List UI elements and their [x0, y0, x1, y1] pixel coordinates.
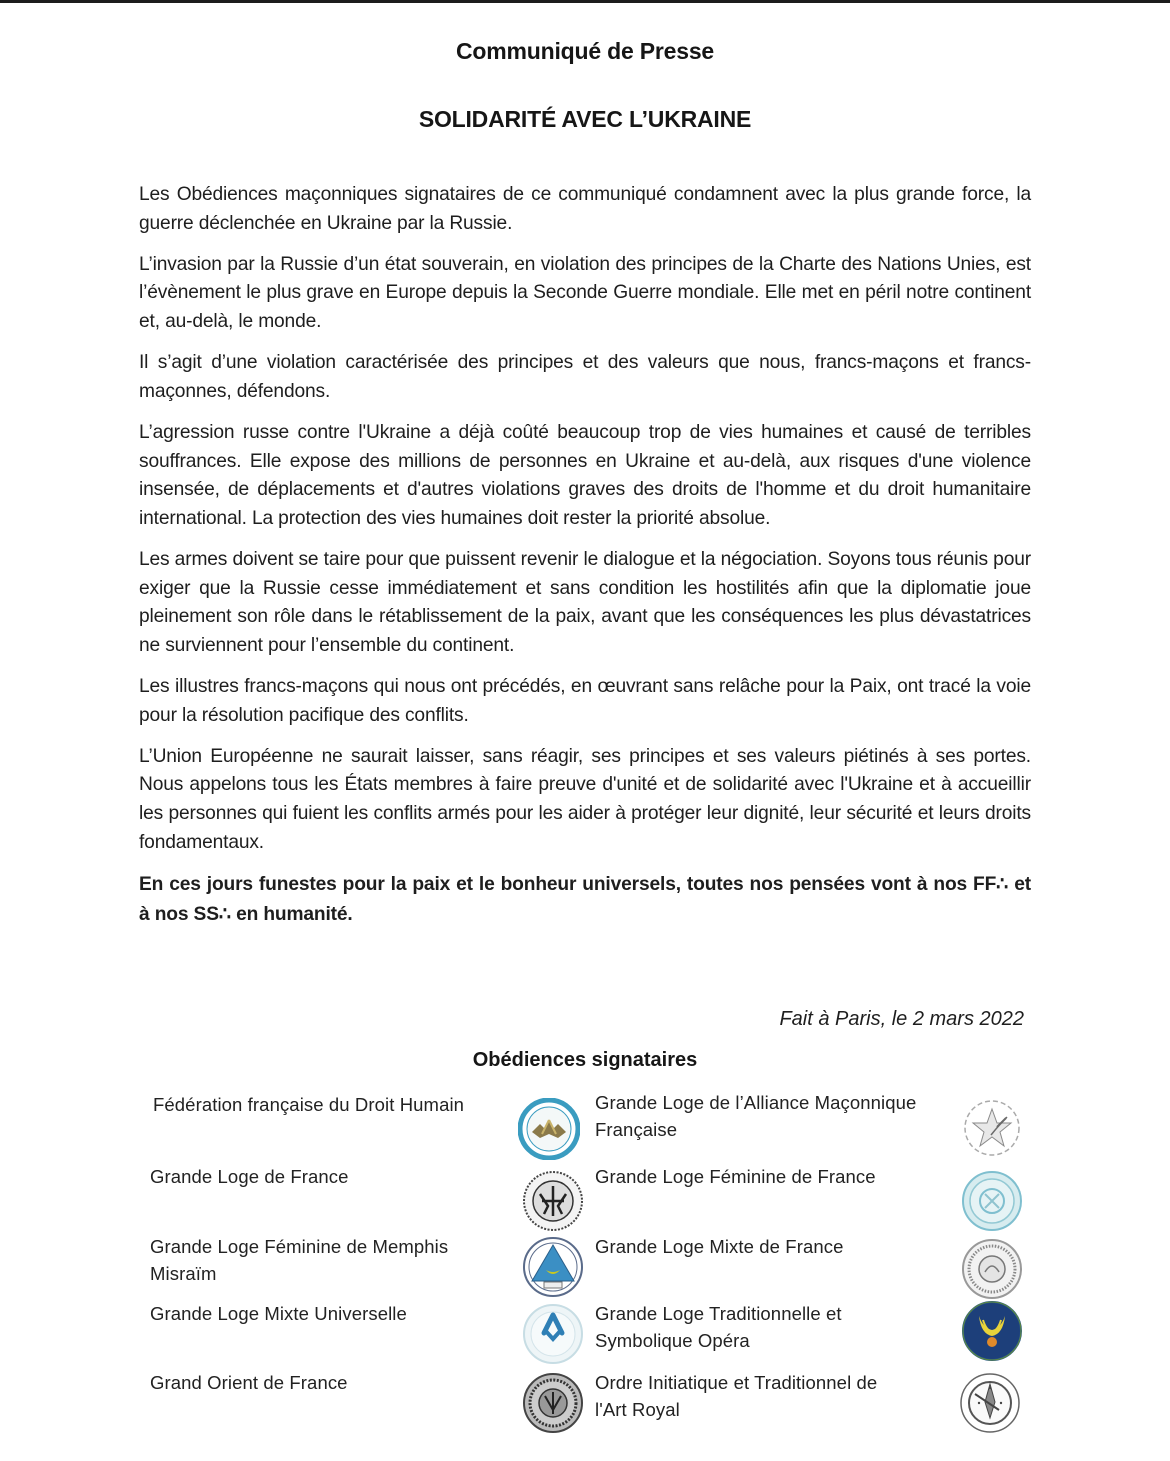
alliance-maconnique-seal-icon — [961, 1097, 1023, 1159]
top-border — [0, 0, 1170, 3]
paragraph: Les armes doivent se taire pour que puissent revenir le dialogue et la négociation. Soyons tous réunis pour exiger que la Russie cesse immédiatement et sans condition les hostilités afin que la diplomatie joue pleinement son rôle dans le rétablissement de la paix, avant que les conséquences les plus dévastatrices ne surviennent pour l’ensemble du continent. — [139, 548, 1031, 657]
signatory-name: Grande Loge Féminine de France — [595, 1166, 876, 1187]
signatory-name: Ordre Initiatique et Traditionnel de l'Art Royal — [595, 1372, 878, 1420]
glts-opera-seal-icon — [961, 1300, 1023, 1362]
signatory-name: Grande Loge Mixte Universelle — [150, 1303, 407, 1324]
grande-loge-de-france-seal-icon — [522, 1170, 584, 1232]
signatory-name: Fédération française du Droit Humain — [153, 1094, 465, 1115]
signatory-name: Grande Loge de l’Alliance Maçonnique Française — [595, 1092, 917, 1140]
mixte-de-france-seal-icon — [961, 1238, 1023, 1300]
document-heading: Communiqué de Presse — [455, 38, 715, 64]
memphis-misraim-seal-icon — [522, 1236, 584, 1298]
closing-paragraph: En ces jours funestes pour la paix et le bonheur universels, toutes nos pensées vont à nos FF∴ et à nos SS∴ en humanité. — [139, 873, 1031, 925]
paragraph: Les Obédiences maçonniques signataires de ce communiqué condamnent avec la plus grande force, la guerre déclenchée en Ukraine par la Russie. — [139, 184, 1031, 234]
paragraph: L’agression russe contre l'Ukraine a déjà coûté beaucoup trop de vies humaines et causé de terribles souffrances. Elle expose des millions de personnes en Ukraine et au-delà, aux risques d'une violence insensée, de déplacements et d'autres violations graves des droits de l'homme et du droit humanitaire international. La protection des vies humaines doit rester la priorité absolue. — [139, 421, 1031, 529]
droit-humain-seal-icon — [518, 1098, 580, 1160]
signatory-name: Grande Loge Traditionnelle et Symbolique Opéra — [595, 1303, 842, 1351]
place-date: Fait à Paris, le 2 mars 2022 — [779, 1008, 1024, 1030]
signatories-title: Obédiences signataires — [472, 1049, 698, 1071]
signatory-name: Grande Loge de France — [150, 1166, 349, 1187]
signatory-name: Grande Loge Mixte de France — [595, 1236, 844, 1257]
feminine-de-france-seal-icon — [961, 1170, 1023, 1232]
paragraph: L’Union Européenne ne saurait laisser, sans réagir, ses principes et ses valeurs piétinés à ses portes. Nous appelons tous les États membres à faire preuve d'unité et de solidarité avec l'Ukraine et à accueillir les personnes qui fuient les conflits armés pour les aider à protéger leur dignité, leur sécurité et leurs droits fondamentaux. — [139, 745, 1031, 853]
mixte-universelle-seal-icon — [522, 1303, 584, 1365]
document-subheading: SOLIDARITÉ AVEC L’UKRAINE — [418, 106, 752, 132]
paragraph: Il s’agit d’une violation caractérisée des principes et des valeurs que nous, francs-maçons et francs-maçonnes, défendons. — [139, 352, 1031, 402]
paragraph: L’invasion par la Russie d’un état souverain, en violation des principes de la Charte des Nations Unies, est l’évènement le plus grave en Europe depuis la Seconde Guerre mondiale. Elle met en péril notre continent et, au-delà, le monde. — [139, 253, 1031, 333]
signatory-name: Grand Orient de France — [150, 1372, 348, 1393]
grand-orient-seal-icon — [522, 1372, 584, 1434]
paragraph: Les illustres francs-maçons qui nous ont précédés, en œuvrant sans relâche pour la Paix, ont tracé la voie pour la résolution pacifique des conflits. — [139, 676, 1031, 726]
art-royal-seal-icon — [959, 1372, 1021, 1434]
signatory-name: Grande Loge Féminine de Memphis Misraïm — [150, 1236, 449, 1284]
document-body — [139, 181, 1031, 942]
